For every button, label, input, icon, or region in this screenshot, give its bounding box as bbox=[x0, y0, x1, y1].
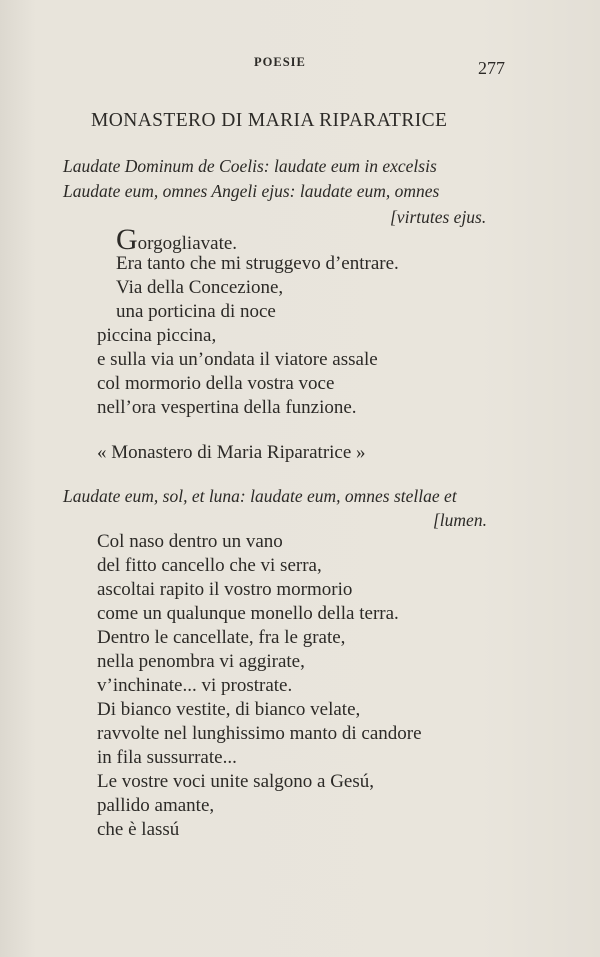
drop-cap: G bbox=[116, 223, 138, 256]
verse-line: nell’ora vespertina della funzione. bbox=[97, 397, 357, 418]
epigraph-line: Laudate eum, sol, et luna: laudate eum, omnes stellae et bbox=[63, 486, 457, 506]
poem-title: MONASTERO DI MARIA RIPARATRICE bbox=[91, 110, 448, 131]
epigraph-line: Laudate eum, omnes Angeli ejus: laudate eum, omnes bbox=[63, 181, 440, 201]
verse-line: del fitto cancello che vi serra, bbox=[97, 555, 322, 576]
verse-line: col mormorio della vostra voce bbox=[97, 373, 335, 394]
epigraph-line: [virtutes ejus. bbox=[390, 207, 487, 227]
verse-line: ascoltai rapito il vostro mormorio bbox=[97, 579, 353, 600]
verse-line: in fila sussurrate... bbox=[97, 747, 237, 768]
verse-text: orgogliavate. bbox=[137, 233, 238, 254]
verse-line: Via della Concezione, bbox=[116, 277, 284, 298]
verse-line: ravvolte nel lunghissimo manto di candore bbox=[97, 723, 422, 744]
verse-line: Di bianco vestite, di bianco velate, bbox=[97, 699, 361, 720]
running-head: POESIE bbox=[254, 55, 306, 69]
verse-line: come un qualunque monello della terra. bbox=[97, 603, 399, 624]
verse-line: piccina piccina, bbox=[97, 325, 217, 346]
verse-line: che è lassú bbox=[97, 819, 180, 840]
verse-line: Col naso dentro un vano bbox=[97, 531, 283, 552]
epigraph-line: Laudate Dominum de Coelis: laudate eum in excelsis bbox=[63, 156, 437, 176]
verse-line: Le vostre voci unite salgono a Gesú, bbox=[97, 771, 375, 792]
verse-line: una porticina di noce bbox=[116, 301, 276, 322]
quoted-line: « Monastero di Maria Riparatrice » bbox=[97, 442, 366, 463]
verse-line-first bbox=[116, 223, 238, 256]
page-number: 277 bbox=[478, 58, 505, 78]
verse-line: Era tanto che mi struggevo d’entrare. bbox=[116, 253, 399, 274]
verse-line: e sulla via un’ondata il viatore assale bbox=[97, 349, 378, 370]
verse-line: Dentro le cancellate, fra le grate, bbox=[97, 627, 346, 648]
verse-line: nella penombra vi aggirate, bbox=[97, 651, 305, 672]
verse-line: v’inchinate... vi prostrate. bbox=[97, 675, 293, 696]
epigraph-line: [lumen. bbox=[433, 510, 487, 530]
verse-line: pallido amante, bbox=[97, 795, 215, 816]
